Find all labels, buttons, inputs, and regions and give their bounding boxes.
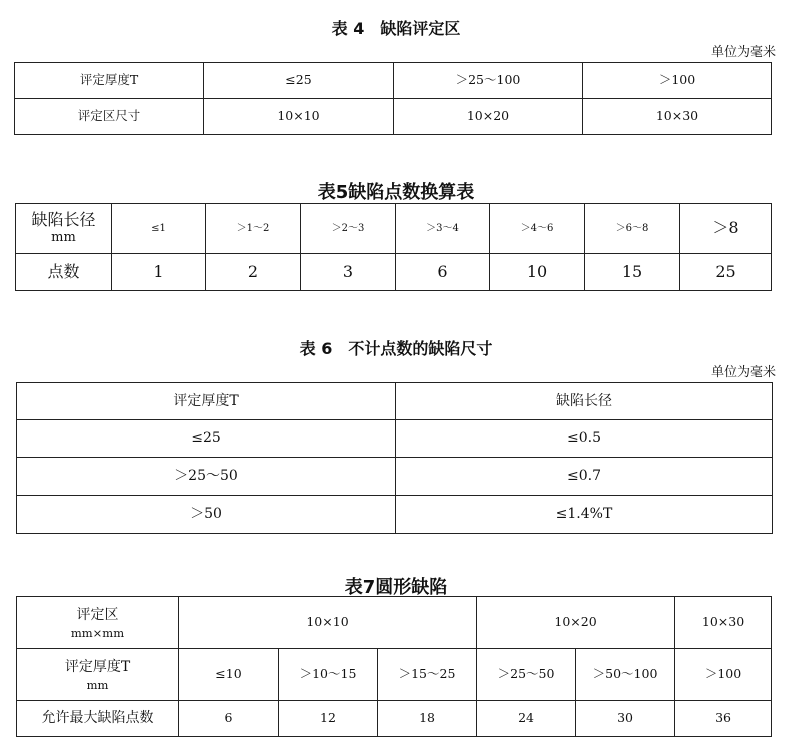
table4-cell: 10×30 (583, 99, 772, 135)
table6-row (17, 458, 773, 496)
table7-area-unit: mm×mm (70, 626, 125, 641)
table7-area-cell: 10×10 (179, 597, 477, 649)
table5-title: 表5缺陷点数换算表 (317, 182, 475, 203)
table7-max-cell: 24 (477, 701, 576, 737)
table4-cell: 10×20 (394, 99, 583, 135)
table5-length-cell: ＞1～2 (206, 204, 301, 254)
table5 (15, 203, 772, 291)
table4-cell: ＞100 (583, 63, 772, 99)
table6-unit: 单位为毫米 (710, 365, 776, 380)
table5-length-cell: ＞8 (680, 204, 772, 254)
table5-points-cell: 6 (396, 254, 490, 291)
table5-length-cell: ＞6～8 (585, 204, 680, 254)
table4-cell: 评定区尺寸 (15, 99, 204, 135)
table5-length-cell: ＞4～6 (490, 204, 585, 254)
table4-cell: 评定厚度T (15, 63, 204, 99)
table7-thickness-cell: ＞50～100 (576, 649, 675, 701)
table7-thickness-label: 评定厚度T (64, 658, 131, 675)
table7-max-cell: 12 (279, 701, 378, 737)
table6-row (17, 420, 773, 458)
table7-thickness-cell: ＞10～15 (279, 649, 378, 701)
table6-cell: ＞50 (17, 496, 396, 534)
table5-row-points (16, 254, 772, 291)
table4-row-size (15, 99, 772, 135)
table7 (16, 596, 772, 737)
table6-header-row (17, 383, 773, 420)
table5-row-length (16, 204, 772, 254)
table4-cell: 10×10 (204, 99, 394, 135)
table4 (14, 62, 772, 135)
table6-cell: ≤25 (17, 420, 396, 458)
table6-row (17, 496, 773, 534)
table6-title: 表 6 不计点数的缺陷尺寸 (299, 339, 493, 358)
table6-header-cell: 缺陷长径 (396, 383, 773, 420)
table6 (16, 382, 773, 534)
table7-area-header (17, 597, 179, 649)
table4-row-thickness (15, 63, 772, 99)
table7-thickness-cell: ＞25～50 (477, 649, 576, 701)
table4-cell: ＞25～100 (394, 63, 583, 99)
table6-cell: ≤0.7 (396, 458, 773, 496)
table7-area-label: 评定区 (76, 606, 119, 623)
table5-points-cell: 15 (585, 254, 680, 291)
table7-row-area (17, 597, 772, 649)
table5-points-cell: 3 (301, 254, 396, 291)
table7-thickness-cell: ≤10 (179, 649, 279, 701)
table5-header-label: 缺陷长径 (31, 209, 96, 229)
table5-points-cell: 10 (490, 254, 585, 291)
table7-thickness-header (17, 649, 179, 701)
table7-thickness-cell: ＞100 (675, 649, 772, 701)
table5-length-cell: ≤1 (112, 204, 206, 254)
table7-title: 表7圆形缺陷 (344, 577, 448, 598)
table7-thickness-unit: mm (86, 678, 109, 693)
table5-points-cell: 2 (206, 254, 301, 291)
table4-cell: ≤25 (204, 63, 394, 99)
table4-unit: 单位为毫米 (710, 45, 776, 60)
table7-area-cell: 10×20 (477, 597, 675, 649)
table7-max-cell: 6 (179, 701, 279, 737)
table4-title: 表 4 缺陷评定区 (331, 19, 461, 38)
table6-header-cell: 评定厚度T (17, 383, 396, 420)
table6-cell: ≤0.5 (396, 420, 773, 458)
table7-max-label: 允许最大缺陷点数 (17, 701, 179, 737)
table7-thickness-cell: ＞15～25 (378, 649, 477, 701)
table5-points-cell: 1 (112, 254, 206, 291)
table7-max-cell: 30 (576, 701, 675, 737)
table5-header-cell (16, 204, 112, 254)
table7-row-max (17, 701, 772, 737)
table7-max-cell: 36 (675, 701, 772, 737)
table6-cell: ≤1.4%T (396, 496, 773, 534)
table5-points-cell: 25 (680, 254, 772, 291)
table7-row-thickness (17, 649, 772, 701)
table5-points-label: 点数 (16, 254, 112, 291)
table5-length-cell: ＞3～4 (396, 204, 490, 254)
table5-length-cell: ＞2～3 (301, 204, 396, 254)
table7-max-cell: 18 (378, 701, 477, 737)
table7-area-cell: 10×30 (675, 597, 772, 649)
table5-header-unit: mm (51, 230, 76, 246)
table6-cell: ＞25～50 (17, 458, 396, 496)
